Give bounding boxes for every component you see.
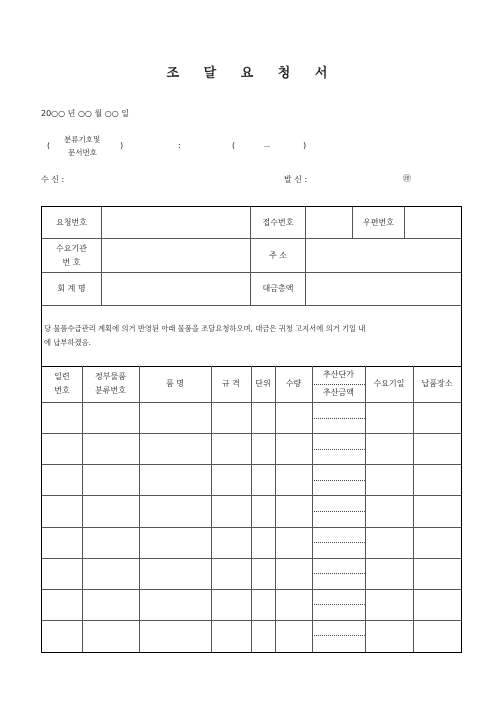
- header-est-amount: 추산금액: [323, 388, 354, 397]
- header-serial-line1: 일련: [54, 372, 70, 381]
- col-divider: [275, 366, 276, 652]
- notice-line1: 당 물품수급관리 계획에 의거 반영된 아래 물품을 조달요청하오며, 대금은 귀청 고지서에 의거 기일 내: [44, 324, 366, 333]
- receipt-no-label: 접수번호: [251, 207, 306, 239]
- ref-open-paren: (: [47, 141, 51, 150]
- col-divider: [413, 366, 414, 652]
- address-field[interactable]: [306, 239, 461, 273]
- price-amount-divider: [312, 542, 365, 543]
- receipt-no-field[interactable]: [306, 207, 353, 239]
- priority-no-label: 우편번호: [353, 207, 405, 239]
- header-price-divider: [312, 384, 365, 385]
- address-label: 주 소: [251, 239, 306, 273]
- header-serial: [42, 366, 82, 402]
- col-divider: [365, 366, 366, 652]
- ref-value-close: ): [303, 141, 307, 150]
- col-divider: [211, 366, 212, 652]
- header-gov-class-line1: 정부물품: [95, 372, 126, 381]
- ref-value-open: (: [232, 141, 236, 150]
- col-divider: [251, 366, 252, 652]
- header-delivery-place: 납품장소: [421, 379, 453, 388]
- header-quantity: 수량: [285, 379, 302, 388]
- info-table: [41, 206, 462, 367]
- header-gov-class: [82, 366, 139, 402]
- header-item-name: 품 명: [166, 379, 184, 388]
- requesting-agency-line1: 수요기관: [56, 243, 87, 253]
- sender-label: 발 신 :: [284, 175, 308, 184]
- header-serial-line2: 번호: [54, 386, 70, 395]
- table-row[interactable]: [42, 620, 461, 621]
- price-amount-divider: [312, 604, 365, 605]
- table-row[interactable]: [42, 433, 461, 434]
- document-title: 조 달 요 청 서: [166, 66, 338, 81]
- ref-label-line2: 문서번호: [68, 148, 97, 157]
- recipient-label: 수 신 :: [41, 175, 65, 184]
- ref-label-line1: 분류기호및: [64, 135, 101, 144]
- price-amount-divider: [312, 418, 365, 419]
- table-row[interactable]: [42, 589, 461, 590]
- header-due-date: 수요기일: [373, 379, 405, 388]
- header-spec: 규 격: [222, 379, 240, 388]
- table-row[interactable]: [42, 495, 461, 496]
- priority-no-field[interactable]: [405, 207, 461, 239]
- header-unit: 단위: [255, 379, 271, 388]
- col-divider: [312, 366, 313, 652]
- notice-text: [42, 306, 461, 366]
- item-table: [41, 366, 462, 653]
- requesting-agency-line2: 번 호: [62, 257, 81, 267]
- price-amount-divider: [312, 635, 365, 636]
- table-row[interactable]: [42, 402, 461, 403]
- ref-colon: :: [178, 141, 181, 150]
- requesting-agency-field[interactable]: [102, 239, 251, 273]
- notice-line2: 에 납부하겠음.: [44, 338, 91, 347]
- ref-close-paren: ): [120, 141, 124, 150]
- price-amount-divider: [312, 511, 365, 512]
- total-amount-field[interactable]: [306, 273, 461, 306]
- table-row[interactable]: [42, 558, 461, 559]
- price-amount-divider: [312, 480, 365, 481]
- ref-value-dash: －: [263, 142, 271, 151]
- account-name-label: 회 계 명: [42, 273, 102, 306]
- request-no-label: 요청번호: [42, 207, 102, 239]
- account-name-field[interactable]: [102, 273, 251, 306]
- seal-mark: ㊞: [403, 174, 411, 183]
- request-no-field[interactable]: [102, 207, 251, 239]
- price-amount-divider: [312, 573, 365, 574]
- header-gov-class-line2: 분류번호: [95, 386, 126, 395]
- table-row[interactable]: [42, 464, 461, 465]
- table-row[interactable]: [42, 527, 461, 528]
- total-amount-label: 대금총액: [251, 273, 306, 306]
- price-amount-divider: [312, 449, 365, 450]
- col-divider: [82, 366, 83, 652]
- header-est-unit-price: 추산단가: [323, 370, 354, 379]
- date-line: 20○○ 년 ○○ 월 ○○ 일: [41, 109, 129, 118]
- requesting-agency-label: [42, 239, 102, 273]
- col-divider: [139, 366, 140, 652]
